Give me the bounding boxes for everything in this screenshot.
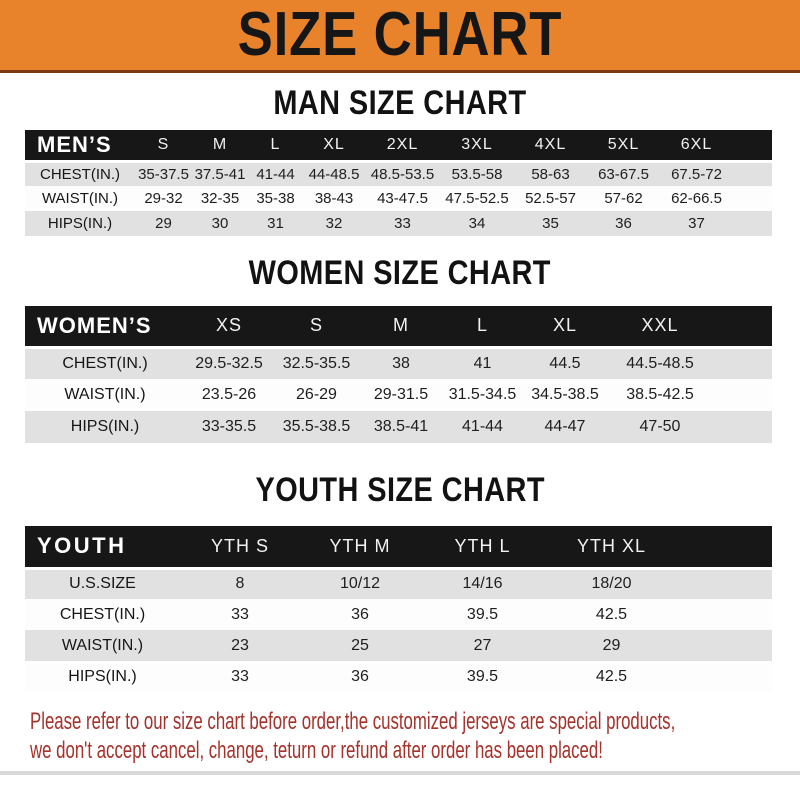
size-value-cell: 53.5-58 — [440, 161, 514, 186]
size-value-cell: 26-29 — [296, 386, 337, 403]
bottom-divider — [0, 771, 800, 775]
section-women — [0, 256, 800, 443]
size-value-cell: 33 — [231, 605, 249, 623]
size-value-cell: 42.5 — [595, 605, 628, 623]
size-value-cell: 42.5 — [595, 667, 628, 685]
row-label: CHEST(IN.) — [25, 161, 135, 186]
men-size-col-header: 2XL — [365, 130, 440, 161]
row-label: CHEST(IN.) — [25, 347, 185, 379]
size-value-cell: 29-31.5 — [373, 386, 429, 403]
size-value-cell: 33 — [394, 215, 411, 232]
footer-line-1: Please refer to our size chart before order,the customized jerseys are special products, — [30, 708, 676, 735]
women-header-row — [25, 306, 772, 347]
women-waist-row — [25, 379, 772, 411]
women-size-table — [25, 306, 772, 443]
youth-hips-row — [25, 661, 772, 692]
size-value-cell: 36 — [615, 215, 632, 232]
size-value-cell: 43-47.5 — [377, 190, 428, 207]
youth-group-label: YOUTH — [25, 526, 180, 568]
size-value-cell: 29.5-32.5 — [185, 347, 273, 379]
size-value-cell: 44-47 — [544, 418, 586, 435]
size-value-cell: 52.5-57 — [525, 190, 576, 207]
size-value-cell: 41-44 — [462, 418, 503, 435]
size-value-cell: 32 — [325, 215, 343, 232]
men-size-col-header: 4XL — [514, 130, 587, 161]
size-value-cell: 47.5-52.5 — [445, 190, 509, 207]
size-value-cell: 35-37.5 — [135, 161, 192, 186]
men-waist-row — [25, 186, 772, 211]
men-size-col-header: S — [135, 130, 192, 161]
size-value-cell: 32-35 — [200, 190, 240, 207]
size-value-cell: 23.5-26 — [201, 386, 257, 403]
women-hips-row — [25, 411, 772, 443]
men-size-col-header: 5XL — [587, 130, 660, 161]
men-size-col-header: XL — [303, 130, 365, 161]
size-value-cell: 10/12 — [300, 568, 420, 599]
women-section-heading — [0, 256, 800, 291]
youth-size-table — [25, 526, 772, 692]
size-value-cell: 38-43 — [314, 190, 354, 207]
size-value-cell: 36 — [351, 667, 369, 685]
size-value-cell: 38.5-41 — [373, 418, 429, 435]
women-size-col-header: L — [442, 306, 523, 347]
youth-size-col-header: YTH XL — [545, 526, 772, 568]
size-value-cell: 30 — [211, 215, 229, 232]
men-heading-text: MAN SIZE CHART — [273, 84, 527, 122]
size-value-cell: 41 — [442, 347, 523, 379]
size-value-cell: 37 — [688, 215, 705, 232]
size-value-cell: 31 — [267, 215, 284, 232]
size-value-cell: 47-50 — [639, 418, 681, 435]
men-size-col-header: M — [192, 130, 248, 161]
youth-waist-row — [25, 630, 772, 661]
section-men — [0, 86, 800, 236]
size-value-cell: 35.5-38.5 — [282, 418, 351, 435]
women-size-col-header: M — [360, 306, 442, 347]
size-value-cell: 39.5 — [466, 667, 499, 685]
youth-ussize-row — [25, 568, 772, 599]
size-value-cell: 41-44 — [248, 161, 303, 186]
youth-size-col-header: YTH M — [300, 526, 420, 568]
row-label: WAIST(IN.) — [64, 386, 146, 403]
size-value-cell: 18/20 — [545, 568, 772, 599]
size-value-cell: 38.5-42.5 — [626, 386, 694, 403]
row-label: WAIST(IN.) — [41, 190, 119, 207]
row-label: HIPS(IN.) — [68, 667, 137, 685]
size-value-cell: 23 — [231, 636, 249, 654]
size-value-cell: 44.5 — [523, 347, 607, 379]
size-value-cell: 31.5-34.5 — [448, 386, 517, 403]
men-chest-row — [25, 161, 772, 186]
size-value-cell: 8 — [180, 568, 300, 599]
men-size-table — [25, 130, 772, 236]
row-label: CHEST(IN.) — [59, 605, 146, 623]
footer-line-2: we don't accept cancel, change, teturn or refund after order has been placed! — [30, 737, 603, 764]
women-size-col-header: XS — [185, 306, 273, 347]
women-size-col-header: XXL — [607, 306, 772, 347]
youth-size-col-header: YTH S — [180, 526, 300, 568]
banner-title: SIZE CHART — [237, 0, 563, 69]
size-value-cell: 33 — [231, 667, 249, 685]
banner — [0, 0, 800, 73]
women-group-label: WOMEN’S — [25, 306, 185, 347]
size-value-cell: 36 — [351, 605, 369, 623]
size-value-cell: 48.5-53.5 — [365, 161, 440, 186]
men-size-col-header: L — [248, 130, 303, 161]
size-value-cell: 67.5-72 — [660, 161, 772, 186]
size-value-cell: 29 — [155, 215, 172, 232]
size-value-cell: 44-48.5 — [303, 161, 365, 186]
men-section-heading — [0, 86, 800, 121]
women-size-col-header: XL — [523, 306, 607, 347]
youth-heading-text: YOUTH SIZE CHART — [255, 471, 545, 509]
row-label: U.S.SIZE — [25, 568, 180, 599]
size-value-cell: 63-67.5 — [587, 161, 660, 186]
men-size-col-header: 3XL — [440, 130, 514, 161]
men-group-label: MEN’S — [25, 130, 135, 161]
row-label: HIPS(IN.) — [47, 215, 113, 232]
youth-section-heading — [0, 473, 800, 508]
men-size-col-header: 6XL — [660, 130, 772, 161]
size-value-cell: 35-38 — [256, 190, 295, 207]
size-value-cell: 27 — [473, 636, 492, 654]
size-value-cell: 62-66.5 — [671, 190, 722, 207]
size-value-cell: 35 — [542, 215, 559, 232]
size-value-cell: 37.5-41 — [192, 161, 248, 186]
size-value-cell: 34.5-38.5 — [531, 386, 599, 403]
size-value-cell: 32.5-35.5 — [273, 347, 360, 379]
size-value-cell: 57-62 — [604, 190, 643, 207]
footer-note — [0, 707, 800, 765]
size-value-cell: 39.5 — [466, 605, 499, 623]
women-chest-row — [25, 347, 772, 379]
size-value-cell: 29 — [602, 636, 621, 654]
size-value-cell: 34 — [468, 215, 486, 232]
size-value-cell: 29-32 — [144, 190, 183, 207]
size-value-cell: 33-35.5 — [201, 418, 257, 435]
women-heading-text: WOMEN SIZE CHART — [248, 254, 552, 292]
row-label: HIPS(IN.) — [70, 418, 140, 435]
youth-chest-row — [25, 599, 772, 630]
size-value-cell: 14/16 — [420, 568, 545, 599]
section-youth — [0, 473, 800, 692]
youth-header-row — [25, 526, 772, 568]
youth-size-col-header: YTH L — [420, 526, 545, 568]
size-value-cell: 44.5-48.5 — [607, 347, 772, 379]
men-header-row — [25, 130, 772, 161]
size-value-cell: 58-63 — [514, 161, 587, 186]
women-size-col-header: S — [273, 306, 360, 347]
row-label: WAIST(IN.) — [61, 636, 144, 654]
size-value-cell: 38 — [360, 347, 442, 379]
men-hips-row — [25, 211, 772, 236]
size-value-cell: 25 — [351, 636, 369, 654]
